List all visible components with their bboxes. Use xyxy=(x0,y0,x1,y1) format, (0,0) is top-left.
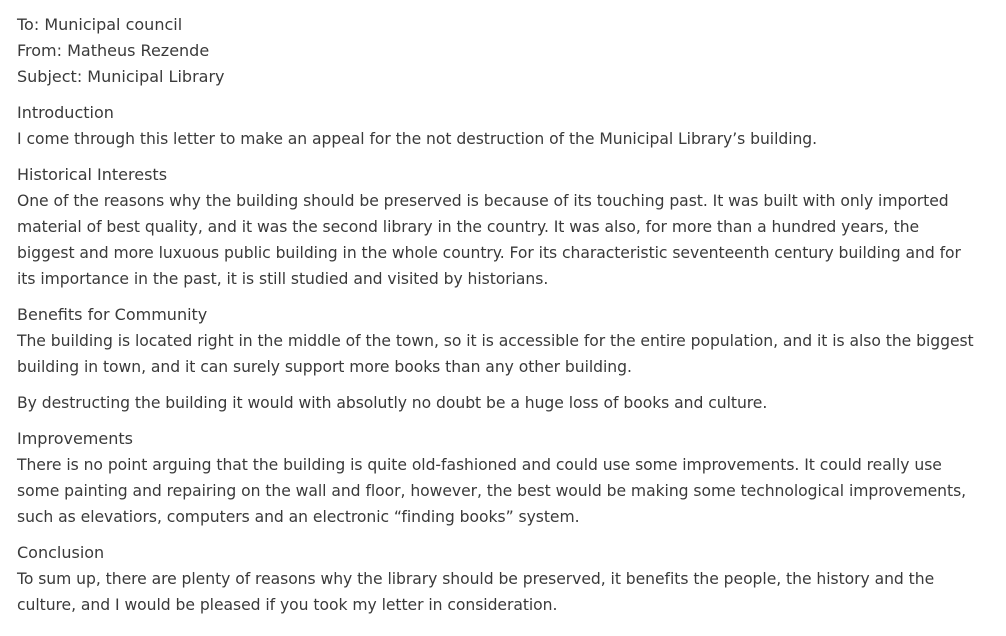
to-line: To: Municipal council xyxy=(17,15,183,34)
section-body: There is no point arguing that the building is quite old-fashioned and could use some improvements. It could really use some painting and repairing on the wall and floor, however, the best would be making some technological improvements, such as elevatiors, computers and an electronic “finding books” system. xyxy=(17,456,967,526)
letter-header xyxy=(17,12,980,90)
section-title: Introduction xyxy=(17,103,114,122)
section-benefits-for-community xyxy=(17,302,980,380)
subject-line: Subject: Municipal Library xyxy=(17,67,225,86)
section-body: To sum up, there are plenty of reasons why the library should be preserved, it benefits the people, the history and the culture, and I would be pleased if you took my letter in consideration. xyxy=(17,570,935,614)
section-body: The building is located right in the middle of the town, so it is accessible for the entire population, and it is also the biggest building in town, and it can surely support more books than any other building. xyxy=(17,332,974,376)
section-title: Improvements xyxy=(17,429,133,448)
section-body: I come through this letter to make an appeal for the not destruction of the Municipal Library’s building. xyxy=(17,130,818,148)
section-improvements xyxy=(17,426,980,530)
section-introduction xyxy=(17,100,980,152)
section-title: Conclusion xyxy=(17,543,105,562)
section-title: Benefits for Community xyxy=(17,305,208,324)
section-title: Historical Interests xyxy=(17,165,168,184)
standalone-paragraph: By destructing the building it would with absolutly no doubt be a huge loss of books and culture. xyxy=(17,394,768,412)
section-body: One of the reasons why the building should be preserved is because of its touching past. It was built with only imported material of best quality, and it was the second library in the country. It was also, for more than a hundred years, the biggest and more luxuous public building in the whole country. For its characteristic seventeenth century building and for its importance in the past, it is still studied and visited by historians. xyxy=(17,192,961,288)
from-line: From: Matheus Rezende xyxy=(17,41,210,60)
section-conclusion xyxy=(17,540,980,618)
section-historical-interests xyxy=(17,162,980,292)
